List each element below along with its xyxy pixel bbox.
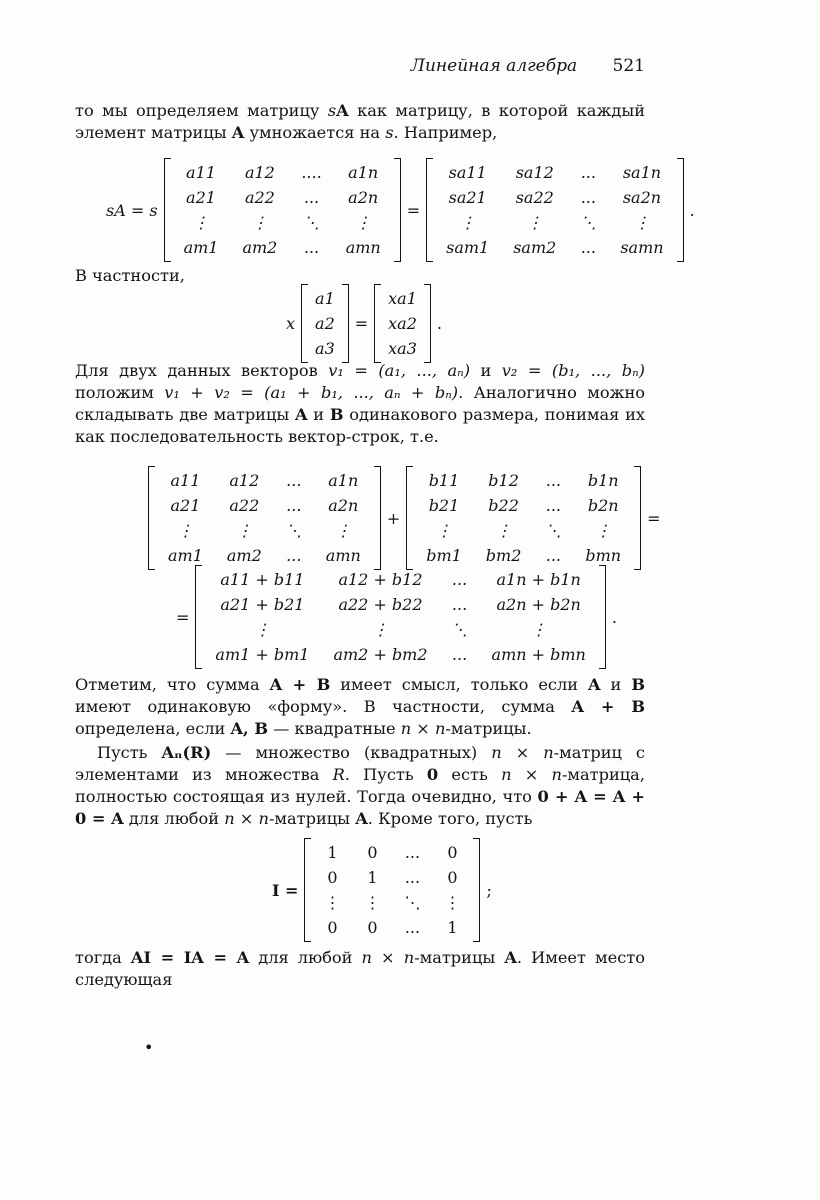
matrix-row: [203, 592, 597, 617]
matrix-entry: ...: [451, 570, 468, 589]
matrix-entry: b12: [488, 471, 519, 490]
matrix-entry: a22: [229, 496, 260, 515]
matrix-row: [172, 160, 393, 185]
text: тогда: [75, 948, 131, 967]
matrix-row: [312, 840, 472, 865]
matrix-entry: ....: [301, 163, 322, 182]
math-n-by-n: n × n: [501, 765, 562, 784]
math-zero: 0: [426, 765, 439, 784]
matrix-row: [414, 493, 633, 518]
matrix-entry: ⋱: [404, 893, 421, 912]
matrix-entry: am2: [242, 238, 278, 257]
stray-dot: •: [144, 1038, 154, 1057]
math-A: A: [504, 948, 517, 967]
matrix-row: [382, 286, 423, 311]
text: для любой: [249, 948, 362, 967]
matrix-entry: ⋮: [633, 213, 650, 232]
math-A: A: [588, 675, 601, 694]
matrix-grid: [156, 468, 373, 568]
matrix-grid: [414, 468, 633, 568]
matrix-row: [312, 915, 472, 940]
matrix-entry: a1: [315, 289, 335, 308]
matrix-entry: am1 + bm1: [215, 645, 310, 664]
matrix-entry: ⋮: [495, 521, 512, 540]
matrix-row: [382, 311, 423, 336]
equals-sign: =: [176, 607, 190, 627]
matrix-grid: [309, 286, 341, 361]
matrix-row: [382, 336, 423, 361]
plus-sign: +: [386, 508, 401, 528]
matrix-row: [203, 642, 597, 667]
matrix-entry: sam2: [513, 238, 557, 257]
matrix-entry: ⋱: [285, 521, 302, 540]
matrix-entry: ⋮: [254, 620, 271, 639]
matrix-entry: ...: [286, 471, 302, 490]
equation-scalar-matrix: [106, 158, 701, 262]
matrix-grid: [203, 567, 597, 667]
text: -матриц с элементами из множества: [75, 743, 645, 784]
identity-matrix: [304, 838, 480, 942]
matrix-entry: am1: [183, 238, 219, 257]
math-A: A: [295, 405, 308, 424]
matrix-row: [172, 235, 393, 260]
matrix-entry: a11: [170, 471, 201, 490]
math-sum: v₁ + v₂ = (a₁ + b₁, ..., aₙ + bₙ): [164, 383, 459, 402]
paragraph-scalar-mult: [75, 100, 645, 144]
math-A: A: [336, 101, 349, 120]
matrix-row: [414, 468, 633, 493]
matrix-row: [309, 286, 341, 311]
matrix-entry: sa1n: [622, 163, 662, 182]
math-A: A: [355, 809, 368, 828]
equation-lhs: sA = s: [106, 200, 158, 220]
text: имеет смысл, только если: [330, 675, 589, 694]
matrix-row: [312, 865, 472, 890]
paragraph-sum-shape: [75, 674, 645, 740]
matrix-grid: [172, 160, 393, 260]
matrix-entry: ...: [451, 595, 468, 614]
math-n-by-n: n × n: [224, 809, 269, 828]
text: . Аналогично можно складывать две матрицы: [75, 383, 646, 424]
matrix-entry: 1: [367, 868, 378, 887]
text: В частности,: [75, 266, 185, 285]
matrix-entry: b22: [488, 496, 519, 515]
equals-sign: =: [354, 314, 369, 333]
matrix-row: [172, 185, 393, 210]
math-B: B: [329, 405, 344, 424]
text: Для двух данных векторов: [75, 361, 329, 380]
matrix-row: [434, 185, 675, 210]
matrix-entry: a11 + b11: [220, 570, 305, 589]
matrix-entry: ⋮: [335, 521, 352, 540]
matrix-entry: am1: [168, 546, 203, 565]
math-n-by-n: n × n: [361, 948, 415, 967]
math-identity-eq: AI = IA = A: [130, 948, 250, 967]
matrix-row: [434, 210, 675, 235]
matrix-entry: a12: [229, 471, 260, 490]
vector-xa: [374, 284, 431, 363]
matrix-entry: ⋮: [177, 521, 194, 540]
math-n-by-n: n × n: [491, 743, 554, 762]
text: определена, если: [75, 719, 231, 738]
matrix-entry: a12 + b12: [338, 570, 423, 589]
matrix-row: [203, 617, 597, 642]
matrix-grid: [382, 286, 423, 361]
text: и: [470, 361, 502, 380]
equation-lhs: x: [286, 314, 296, 333]
matrix-entry: ⋱: [580, 213, 597, 232]
matrix-entry: ...: [404, 868, 421, 887]
matrix-row: [156, 468, 373, 493]
matrix-entry: ⋮: [364, 893, 381, 912]
matrix-entry: sa12: [515, 163, 554, 182]
matrix-entry: b1n: [587, 471, 619, 490]
matrix-entry: xa2: [388, 314, 417, 333]
matrix-entry: xa3: [388, 339, 417, 358]
text: то мы определяем матрицу: [75, 101, 328, 120]
matrix-entry: ...: [545, 496, 562, 515]
matrix-entry: a21: [186, 188, 216, 207]
matrix-entry: ...: [545, 471, 562, 490]
matrix-entry: amn + bmn: [491, 645, 586, 664]
math-s: s: [327, 101, 337, 120]
matrix-entry: a2n + b2n: [496, 595, 581, 614]
matrix-A: [148, 466, 381, 570]
text: -матрица, полностью состоящая из нулей. Тогда очевидно, что: [75, 765, 645, 806]
paragraph-identity-property: [75, 947, 645, 991]
math-v2: v₂ = (b₁, ..., bₙ): [501, 361, 645, 380]
matrix-entry: sa21: [448, 188, 487, 207]
equation-matrix-sum: [148, 466, 667, 570]
matrix-row: [312, 890, 472, 915]
text: — квадратные: [268, 719, 401, 738]
text: Пусть: [97, 743, 162, 762]
matrix-entry: ...: [545, 546, 562, 565]
text: -матрицы.: [445, 719, 532, 738]
math-B: B: [631, 675, 645, 694]
matrix-row: [309, 336, 341, 361]
matrix-row: [156, 493, 373, 518]
text: и: [600, 675, 632, 694]
matrix-entry: ...: [303, 238, 320, 257]
matrix-entry: b11: [428, 471, 460, 490]
matrix-entry: a22 + b22: [338, 595, 423, 614]
matrix-entry: a2n: [328, 496, 359, 515]
matrix-entry: a1n: [328, 471, 359, 490]
text: . Пусть: [344, 765, 427, 784]
matrix-entry: ...: [580, 163, 596, 182]
text: Отметим, что сумма: [75, 675, 270, 694]
text: . Например,: [393, 123, 498, 142]
matrix-entry: sam1: [446, 238, 490, 257]
matrix-entry: 0: [447, 843, 458, 862]
paragraph-vector-sum: [75, 360, 645, 448]
matrix-entry: 0: [367, 918, 378, 937]
matrix-entry: ⋱: [545, 521, 562, 540]
matrix-entry: ...: [580, 188, 596, 207]
matrix-entry: ...: [451, 645, 468, 664]
matrix-entry: amn: [325, 546, 361, 565]
matrix-entry: a2n: [348, 188, 379, 207]
equals-sign: =: [647, 508, 661, 528]
matrix-entry: 0: [327, 868, 338, 887]
page-number: 521: [612, 56, 645, 76]
matrix-entry: sa22: [515, 188, 554, 207]
matrix-entry: bm1: [426, 546, 462, 565]
matrix-entry: a1n: [348, 163, 379, 182]
text: положим: [75, 383, 165, 402]
matrix-entry: 0: [327, 918, 338, 937]
matrix-entry: 0: [447, 868, 458, 887]
text: имеют одинаковую «форму». В частности, сумма: [75, 697, 572, 716]
text: -матрицы: [414, 948, 505, 967]
matrix-entry: ...: [404, 918, 421, 937]
matrix-entry: 1: [327, 843, 338, 862]
running-header: [75, 56, 645, 76]
math-n-by-n: n × n: [400, 719, 446, 738]
text: как матрицу, в которой каждый элемент матрицы: [75, 101, 645, 142]
matrix-sA: [426, 158, 683, 262]
matrix-entry: ⋮: [595, 521, 612, 540]
math-A: A: [231, 123, 245, 142]
matrix-entry: ⋮: [444, 893, 461, 912]
text: . Имеет место следующая: [75, 948, 645, 989]
matrix-A-plus-B: [195, 565, 605, 669]
matrix-entry: ...: [404, 843, 421, 862]
matrix-entry: ...: [286, 496, 302, 515]
period: .: [436, 314, 442, 333]
matrix-entry: a3: [315, 339, 335, 358]
matrix-entry: 0: [367, 843, 378, 862]
matrix-entry: a11: [186, 163, 216, 182]
matrix-entry: a21 + b21: [220, 595, 305, 614]
matrix-entry: ⋮: [436, 521, 452, 540]
equation-identity: [272, 838, 498, 942]
matrix-entry: ⋮: [355, 213, 372, 232]
matrix-entry: ⋮: [193, 213, 209, 232]
matrix-entry: xa1: [388, 289, 417, 308]
math-A-plus-B: A + B: [571, 697, 646, 716]
matrix-A: [164, 158, 401, 262]
semicolon: ;: [486, 880, 492, 900]
math-zero-identity: 0 + A = A + 0 = A: [75, 787, 645, 828]
matrix-entry: ...: [580, 238, 596, 257]
matrix-entry: ⋮: [236, 521, 253, 540]
math-s: s: [385, 123, 394, 142]
matrix-row: [172, 210, 393, 235]
equation-scalar-vector: [286, 284, 448, 363]
matrix-row: [414, 518, 633, 543]
matrix-entry: a21: [170, 496, 201, 515]
matrix-entry: ⋮: [530, 620, 547, 639]
chapter-title: Линейная алгебра: [410, 56, 578, 76]
math-v1: v₁ = (a₁, ..., aₙ): [328, 361, 471, 380]
matrix-entry: 1: [447, 918, 458, 937]
text: — множество (квадратных): [211, 743, 492, 762]
matrix-row: [434, 160, 675, 185]
matrix-entry: ⋮: [251, 213, 268, 232]
text: . Кроме того, пусть: [367, 809, 533, 828]
matrix-entry: b2n: [587, 496, 619, 515]
text: одинакового размера, понимая их как последовательность вектор-строк, т.е.: [75, 405, 645, 446]
equation-sum-result: [170, 565, 623, 669]
matrix-entry: a1n + b1n: [496, 570, 581, 589]
matrix-row: [203, 567, 597, 592]
matrix-entry: ⋱: [451, 620, 468, 639]
period: .: [689, 200, 695, 220]
text: умножается на: [244, 123, 386, 142]
matrix-B: [406, 466, 641, 570]
equals-sign: =: [406, 200, 421, 220]
matrix-entry: ⋮: [459, 213, 476, 232]
text: -матрицы: [268, 809, 356, 828]
math-A-plus-B: A + B: [269, 675, 331, 694]
matrix-entry: sa11: [448, 163, 487, 182]
matrix-entry: ...: [286, 546, 302, 565]
text: для любой: [123, 809, 225, 828]
matrix-entry: a2: [315, 314, 335, 333]
matrix-entry: ⋮: [372, 620, 389, 639]
math-An-R: Aₙ(R): [161, 743, 212, 762]
matrix-entry: a22: [244, 188, 275, 207]
matrix-entry: ...: [303, 188, 320, 207]
matrix-row: [156, 518, 373, 543]
matrix-entry: bm2: [485, 546, 522, 565]
math-R: R: [332, 765, 345, 784]
matrix-entry: amn: [345, 238, 381, 257]
matrix-entry: am2: [226, 546, 262, 565]
matrix-entry: ⋮: [526, 213, 543, 232]
matrix-grid: [434, 160, 675, 260]
paragraph-square-matrices: [75, 742, 645, 830]
matrix-entry: am2 + bm2: [333, 645, 428, 664]
math-A-B: A, B: [230, 719, 268, 738]
matrix-entry: ⋮: [324, 893, 341, 912]
matrix-entry: ⋱: [303, 213, 320, 232]
vector-a: [301, 284, 349, 363]
matrix-entry: sa2n: [622, 188, 662, 207]
matrix-entry: samn: [620, 238, 664, 257]
equation-lhs: I =: [272, 880, 299, 900]
matrix-entry: b21: [428, 496, 460, 515]
matrix-row: [434, 235, 675, 260]
matrix-row: [309, 311, 341, 336]
text: и: [307, 405, 330, 424]
matrix-entry: bmn: [585, 546, 622, 565]
matrix-entry: a12: [244, 163, 275, 182]
period: .: [611, 607, 617, 627]
matrix-grid: [312, 840, 472, 940]
text: есть: [438, 765, 502, 784]
